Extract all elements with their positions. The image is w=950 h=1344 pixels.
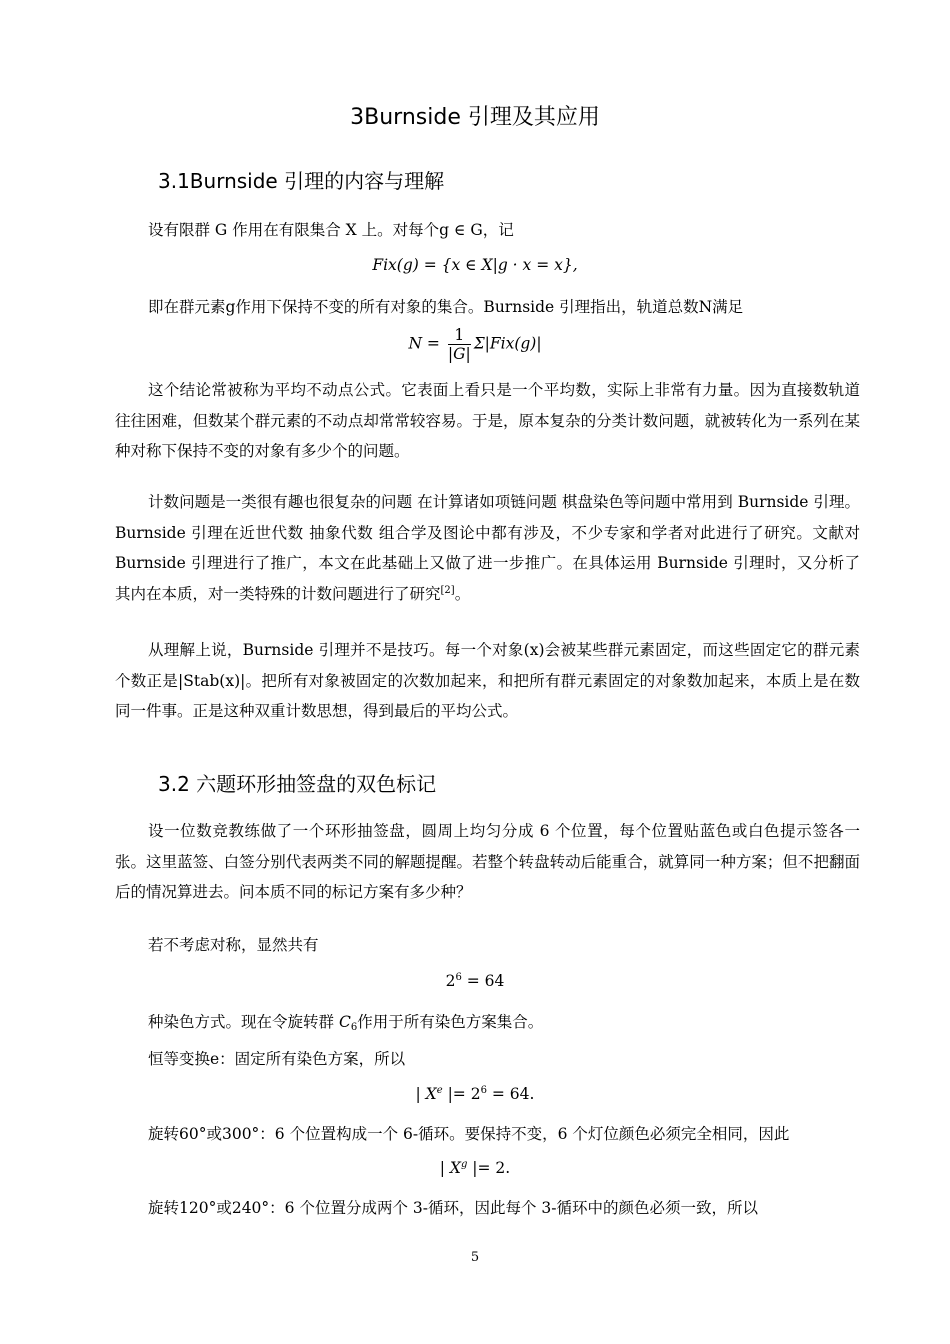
after-fix-line: 即在群元素g作用下保持不变的所有对象的集合。Burnside 引理指出，轨道总数N满足 — [148, 298, 744, 316]
intro-line: 设有限群 G 作用在有限集合 X 上。对每个g ∈ G，记 — [148, 221, 514, 239]
group-subscript: 6 — [350, 1022, 358, 1033]
identity-eq-sup: e — [436, 1085, 443, 1096]
identity-line: 恒等变换e：固定所有染色方案，所以 — [148, 1050, 406, 1068]
rot60-eq-a: | X — [439, 1159, 461, 1177]
no-symmetry-line: 若不考虑对称，显然共有 — [148, 936, 319, 954]
section-heading-3-1: 3.1Burnside 引理的内容与理解 — [158, 169, 445, 193]
equation-identity — [0, 1085, 950, 1103]
equation-rotation-60 — [0, 1159, 950, 1177]
fraction-numerator: 1 — [448, 326, 471, 345]
equation-burnside — [0, 326, 950, 363]
burnside-rhs: Σ|Fix(g)| — [473, 334, 542, 353]
paragraph-counting-problems — [115, 487, 860, 609]
chapter-title: 3Burnside 引理及其应用 — [350, 105, 600, 130]
burnside-fraction — [448, 326, 471, 363]
total-base: 2 — [445, 972, 456, 990]
group-line — [148, 1010, 543, 1032]
group-line-b: 作用于所有染色方案集合。 — [357, 1013, 544, 1031]
equation-total — [0, 972, 950, 990]
rot60-eq-b: |= 2. — [467, 1159, 511, 1177]
fraction-denominator: |G| — [447, 345, 471, 363]
section-heading-3-2: 3.2 六题环形抽签盘的双色标记 — [158, 772, 437, 796]
identity-eq-sup2: 6 — [480, 1085, 487, 1096]
rotation-60-line: 旋转60°或300°：6 个位置构成一个 6-循环。要保持不变，6 个灯位颜色必须完全相同，因此 — [148, 1125, 790, 1143]
identity-eq-b: |= 2 — [442, 1085, 481, 1103]
identity-eq-a: | X — [415, 1085, 437, 1103]
paragraph-counting-text: 计数问题是一类很有趣也很复杂的问题 在计算诸如项链问题 棋盘染色等问题中常用到 Burnside 引理。Burnside 引理在近世代数 抽象代数 组合学及图论中都有涉及，不少专家和学者对此进行了研究。文献对 Burnside 引理进行了推广，本文在此基础上又做了进一步推广。在具体运用 Burnside 引理时，又分析了其内在本质，对一类特殊的计数问题进行了研究 — [115, 493, 860, 603]
total-rest: = 64 — [461, 972, 505, 990]
paragraph-average-formula: 这个结论常被称为平均不动点公式。它表面上看只是一个平均数，实际上非常有力量。因为直接数轨道往往困难，但数某个群元素的不动点却常常较容易。于是，原本复杂的分类计数问题，就被转化为一系列在某种对称下保持不变的对象有多少个的问题。 — [115, 381, 860, 460]
paragraph-problem-statement: 设一位数竞教练做了一个环形抽签盘，圆周上均匀分成 6 个位置，每个位置贴蓝色或白色提示签各一张。这里蓝签、白签分别代表两类不同的解题提醒。若整个转盘转动后能重合，就算同一种方案；但不把翻面后的情况算进去。问本质不同的标记方案有多少种？ — [115, 822, 860, 901]
burnside-lhs: N = — [408, 334, 440, 353]
rot60-eq-sup: g — [460, 1159, 468, 1170]
equation-fix: Fix(g) = {x ∈ X|g · x = x}, — [372, 256, 578, 274]
citation: [2] — [440, 584, 455, 596]
paragraph-counting-end: 。 — [454, 584, 471, 603]
total-exponent: 6 — [455, 972, 462, 983]
rotation-120-line: 旋转120°或240°：6 个位置分成两个 3-循环，因此每个 3-循环中的颜色必须一致，所以 — [148, 1199, 759, 1217]
identity-eq-c: = 64. — [486, 1085, 535, 1103]
group-line-a: 种染色方式。现在令旋转群 — [148, 1013, 339, 1031]
paragraph-understanding: 从理解上说，Burnside 引理并不是技巧。每一个对象(x)会被某些群元素固定，而这些固定它的群元素个数正是|Stab(x)|。把所有对象被固定的次数加起来，和把所有群元素固定的对象数加起来，本质上是在数同一件事。正是这种双重计数思想，得到最后的平均公式。 — [115, 641, 860, 720]
page-number: 5 — [470, 1250, 480, 1265]
group-symbol: C — [338, 1013, 351, 1031]
